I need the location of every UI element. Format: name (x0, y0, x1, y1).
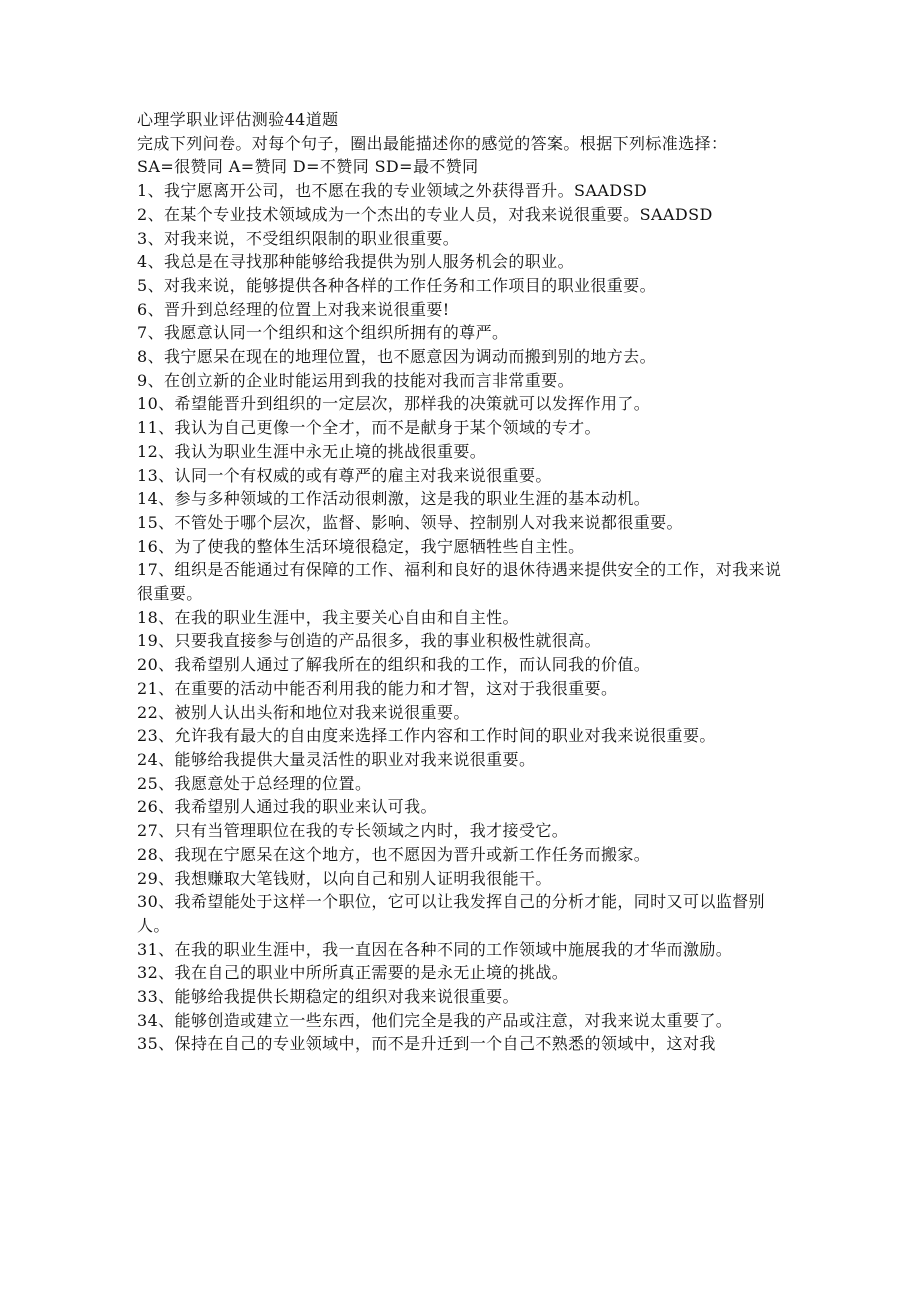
question-item: 13、认同一个有权威的或有尊严的雇主对我来说很重要。 (137, 465, 552, 485)
question-item: 7、我愿意认同一个组织和这个组织所拥有的尊严。 (137, 323, 509, 343)
question-item: 30、我希望能处于这样一个职位，它可以让我发挥自己的分析才能，同时又可以监督别人。 (137, 892, 765, 935)
question-item: 29、我想赚取大笔钱财，以向自己和别人证明我很能干。 (137, 868, 552, 888)
question-item: 14、参与多种领域的工作活动很刺激，这是我的职业生涯的基本动机。 (137, 489, 651, 509)
question-item: 5、对我来说，能够提供各种各样的工作任务和工作项目的职业很重要。 (137, 275, 656, 295)
question-item: 3、对我来说，不受组织限制的职业很重要。 (137, 228, 460, 248)
question-item: 25、我愿意处于总经理的位置。 (137, 773, 372, 793)
document-title: 心理学职业评估测验44道题 (137, 110, 339, 129)
question-item: 4、我总是在寻找那种能够给我提供为别人服务机会的职业。 (137, 252, 574, 272)
question-item: 32、我在自己的职业中所所真正需要的是永无止境的挑战。 (137, 963, 569, 983)
question-item: 34、能够创造或建立一些东西，他们完全是我的产品或注意，对我来说太重要了。 (137, 1010, 733, 1030)
question-item: 9、在创立新的企业时能运用到我的技能对我而言非常重要。 (137, 370, 574, 390)
question-item: 20、我希望别人通过了解我所在的组织和我的工作，而认同我的价值。 (137, 655, 651, 675)
question-item: 2、在某个专业技术领域成为一个杰出的专业人员，对我来说很重要。SAADSD (137, 204, 713, 224)
question-item: 33、能够给我提供长期稳定的组织对我来说很重要。 (137, 987, 519, 1007)
rating-scale: SA=很赞同 A=赞同 D=不赞同 SD=最不赞同 (137, 157, 479, 177)
question-item: 35、保持在自己的专业领域中，而不是升迁到一个自己不熟悉的领域中，这对我 (137, 1034, 716, 1054)
question-item: 18、在我的职业生涯中，我主要关心自由和自主性。 (137, 607, 519, 627)
question-item: 24、能够给我提供大量灵活性的职业对我来说很重要。 (137, 749, 536, 769)
question-item: 28、我现在宁愿呆在这个地方，也不愿因为晋升或新工作任务而搬家。 (137, 844, 651, 864)
question-item: 22、被别人认出头衔和地位对我来说很重要。 (137, 702, 470, 722)
question-item: 31、在我的职业生涯中，我一直因在各种不同的工作领域中施展我的才华而激励。 (137, 939, 733, 959)
question-item: 10、希望能晋升到组织的一定层次，那样我的决策就可以发挥作用了。 (137, 394, 651, 414)
question-item: 26、我希望别人通过我的职业来认可我。 (137, 797, 437, 817)
question-item: 19、只要我直接参与创造的产品很多，我的事业积极性就很高。 (137, 631, 601, 651)
question-item: 23、允许我有最大的自由度来选择工作内容和工作时间的职业对我来说很重要。 (137, 726, 716, 746)
question-item: 15、不管处于哪个层次，监督、影响、领导、控制别人对我来说都很重要。 (137, 512, 683, 532)
question-item: 12、我认为职业生涯中永无止境的挑战很重要。 (137, 441, 487, 461)
question-item: 6、晋升到总经理的位置上对我来说很重要! (137, 299, 450, 319)
question-item: 21、在重要的活动中能否利用我的能力和才智，这对于我很重要。 (137, 678, 618, 698)
question-item: 16、为了使我的整体生活环境很稳定，我宁愿牺牲些自主性。 (137, 536, 585, 556)
question-item: 11、我认为自己更像一个全才，而不是献身于某个领域的专才。 (137, 418, 601, 438)
question-item: 17、组织是否能通过有保障的工作、福利和良好的退休待遇来提供安全的工作，对我来说很重要。 (137, 560, 782, 604)
document-body (137, 108, 787, 1056)
question-item: 8、我宁愿呆在现在的地理位置，也不愿意因为调动而搬到别的地方去。 (137, 347, 656, 367)
question-item: 27、只有当管理职位在我的专长领域之内时，我才接受它。 (137, 821, 569, 841)
question-item: 1、我宁愿离开公司，也不愿在我的专业领域之外获得晋升。SAADSD (137, 181, 648, 201)
instructions: 完成下列问卷。对每个句子，圈出最能描述你的感觉的答案。根据下列标准选择： (137, 133, 728, 153)
